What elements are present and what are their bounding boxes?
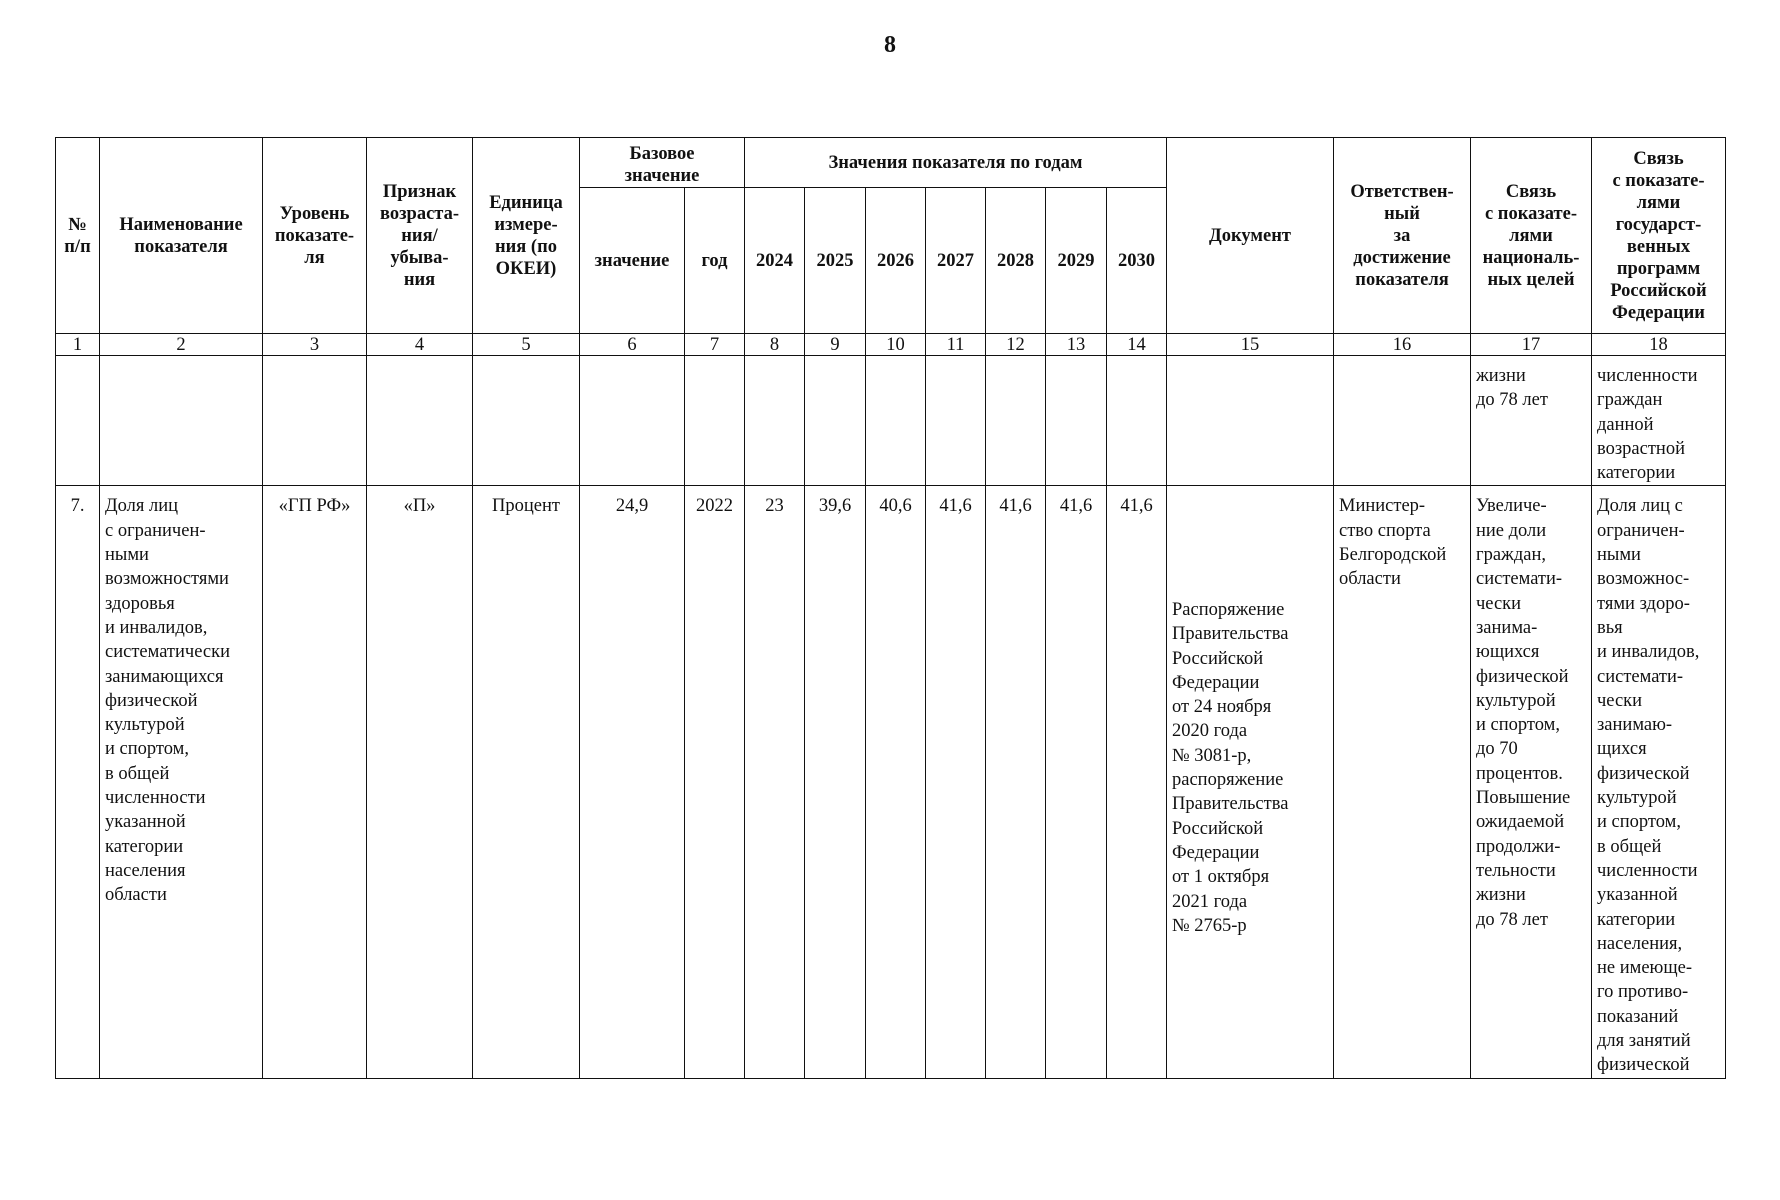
header-base-value: значение <box>580 188 685 334</box>
column-number: 16 <box>1334 334 1471 356</box>
column-number: 14 <box>1107 334 1167 356</box>
column-number: 15 <box>1167 334 1334 356</box>
row7-level: «ГП РФ» <box>263 486 367 1078</box>
header-row-1 <box>56 138 1726 188</box>
empty-cell <box>473 356 580 486</box>
row7-value-2029: 41,6 <box>1046 486 1107 1078</box>
row7-value-2025: 39,6 <box>805 486 866 1078</box>
row7-document: Распоряжение Правительства Российской Федерации от 24 ноября 2020 года № 3081-р, распоряжение Правительства Российской Федерации от 1 октября 2021 года № 2765-р <box>1167 486 1334 1078</box>
continuation-row <box>56 356 1726 486</box>
row7-indicator-name: Доля лиц с ограничен- ными возможностями здоровья и инвалидов, систематически занимающихся физической культурой и спортом, в общей численности указанной категории населения области <box>100 486 263 1078</box>
header-col-national-goals: Связь с показате- лями националь- ных целей <box>1471 138 1592 334</box>
header-year-2025: 2025 <box>805 188 866 334</box>
header-col-sign: Признак возраста- ния/ убыва- ния <box>367 138 473 334</box>
header-year-2030: 2030 <box>1107 188 1167 334</box>
column-number: 4 <box>367 334 473 356</box>
empty-cell <box>1107 356 1167 486</box>
header-year-2028: 2028 <box>986 188 1046 334</box>
column-number: 5 <box>473 334 580 356</box>
header-year-2027: 2027 <box>926 188 986 334</box>
row7-sign: «П» <box>367 486 473 1078</box>
column-number: 1 <box>56 334 100 356</box>
empty-cell <box>100 356 263 486</box>
empty-cell <box>1167 356 1334 486</box>
header-base-group: Базовое значение <box>580 138 745 188</box>
header-col-state-programs: Связь с показате- лями государст- венных программ Российской Федерации <box>1592 138 1726 334</box>
empty-cell <box>926 356 986 486</box>
row7-unit: Процент <box>473 486 580 1078</box>
empty-cell <box>367 356 473 486</box>
column-number: 12 <box>986 334 1046 356</box>
column-number: 3 <box>263 334 367 356</box>
header-col-document: Документ <box>1167 138 1334 334</box>
column-number-row <box>56 334 1726 356</box>
empty-cell <box>263 356 367 486</box>
column-number: 6 <box>580 334 685 356</box>
row7-value-2027: 41,6 <box>926 486 986 1078</box>
empty-cell <box>1334 356 1471 486</box>
empty-cell <box>56 356 100 486</box>
row7-value-2028: 41,6 <box>986 486 1046 1078</box>
column-number: 9 <box>805 334 866 356</box>
row7-base-value: 24,9 <box>580 486 685 1078</box>
header-base-year: год <box>685 188 745 334</box>
column-number: 7 <box>685 334 745 356</box>
column-number: 2 <box>100 334 263 356</box>
row7-state-programs: Доля лиц с ограничен- ными возможнос- тями здоро- вья и инвалидов, системати- чески занимаю- щихся физической культурой и спортом, в общей численности указанной категории населения, не имеюще- го противо- показаний для занятий физической <box>1592 486 1726 1078</box>
header-year-2029: 2029 <box>1046 188 1107 334</box>
continuation-state-programs: численности граждан данной возрастной категории <box>1592 356 1726 486</box>
table-row-7 <box>56 486 1726 1078</box>
empty-cell <box>805 356 866 486</box>
row7-value-2026: 40,6 <box>866 486 926 1078</box>
empty-cell <box>685 356 745 486</box>
header-years-group: Значения показателя по годам <box>745 138 1167 188</box>
row7-responsible: Министер- ство спорта Белгородской области <box>1334 486 1471 1078</box>
header-year-2026: 2026 <box>866 188 926 334</box>
empty-cell <box>1046 356 1107 486</box>
header-col-level: Уровень показате- ля <box>263 138 367 334</box>
column-number: 17 <box>1471 334 1592 356</box>
row7-value-2030: 41,6 <box>1107 486 1167 1078</box>
indicators-table <box>55 137 1726 1079</box>
header-col-name: Наименование показателя <box>100 138 263 334</box>
row7-base-year: 2022 <box>685 486 745 1078</box>
header-col-number: № п/п <box>56 138 100 334</box>
column-number: 8 <box>745 334 805 356</box>
row7-number: 7. <box>56 486 100 1078</box>
empty-cell <box>745 356 805 486</box>
continuation-national-goals: жизни до 78 лет <box>1471 356 1592 486</box>
empty-cell <box>580 356 685 486</box>
column-number: 11 <box>926 334 986 356</box>
column-number: 18 <box>1592 334 1726 356</box>
empty-cell <box>986 356 1046 486</box>
header-col-responsible: Ответствен- ный за достижение показателя <box>1334 138 1471 334</box>
header-year-2024: 2024 <box>745 188 805 334</box>
header-col-unit: Единица измере- ния (по ОКЕИ) <box>473 138 580 334</box>
row7-value-2024: 23 <box>745 486 805 1078</box>
column-number: 10 <box>866 334 926 356</box>
empty-cell <box>866 356 926 486</box>
row7-national-goals: Увеличе- ние доли граждан, системати- чески занима- ющихся физической культурой и спортом, до 70 процентов. Повышение ожидаемой продолжи- тельности жизни до 78 лет <box>1471 486 1592 1078</box>
page-number: 8 <box>884 32 896 58</box>
column-number: 13 <box>1046 334 1107 356</box>
